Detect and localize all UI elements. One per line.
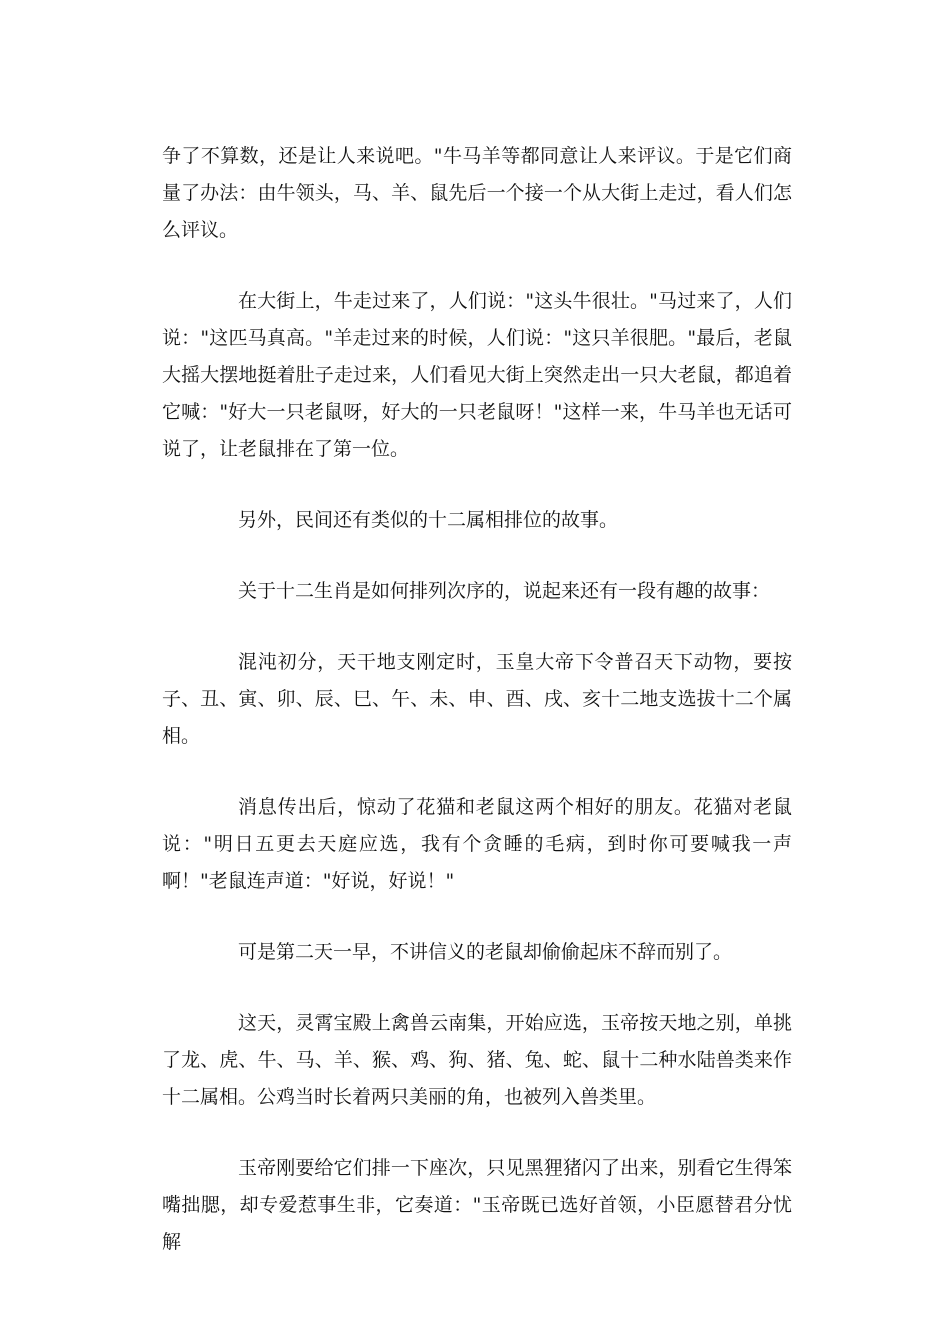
paragraph-3: 另外，民间还有类似的十二属相排位的故事。 bbox=[238, 509, 619, 531]
paragraph-7: 可是第二天一早，不讲信义的老鼠却偷偷起床不辞而别了。 bbox=[238, 941, 733, 963]
paragraph-9: 玉帝刚要给它们排一下座次，只见黑狸猪闪了出来，别看它生得笨嘴拙腮，却专爱惹事生非，它奏道："玉帝既已选好首领，小臣愿替君分忧解 bbox=[162, 1157, 792, 1253]
paragraph-6: 消息传出后，惊动了花猫和老鼠这两个相好的朋友。花猫对老鼠说："明日五更去天庭应选，我有个贪睡的毛病，到时你可要喊我一声啊！"老鼠连声道："好说，好说！" bbox=[162, 796, 792, 892]
paragraph-8: 这天，灵霄宝殿上禽兽云南集，开始应选，玉帝按天地之别，单挑了龙、虎、牛、马、羊、猴、鸡、狗、猪、兔、蛇、鼠十二种水陆兽类来作十二属相。公鸡当时长着两只美丽的角，也被列入兽类里。 bbox=[162, 1012, 792, 1108]
document-body bbox=[162, 138, 792, 1295]
paragraph-5: 混沌初分，天干地支刚定时，玉皇大帝下令普召天下动物，要按子、丑、寅、卯、辰、巳、午、未、申、酉、戌、亥十二地支选拔十二个属相。 bbox=[162, 651, 792, 747]
paragraph-4: 关于十二生肖是如何排列次序的，说起来还有一段有趣的故事： bbox=[238, 580, 771, 602]
paragraph-2: 在大街上，牛走过来了，人们说："这头牛很壮。"马过来了，人们说："这匹马真高。"羊走过来的时候，人们说："这只羊很肥。"最后，老鼠大摇大摆地挺着肚子走过来，人们看见大街上突然走出一只大老鼠，都追着它喊："好大一只老鼠呀，好大的一只老鼠呀！"这样一来，牛马羊也无话可说了，让老鼠排在了第一位。 bbox=[162, 290, 792, 460]
paragraph-1: 争了不算数，还是让人来说吧。"牛马羊等都同意让人来评议。于是它们商量了办法：由牛领头，马、羊、鼠先后一个接一个从大街上走过，看人们怎么评议。 bbox=[162, 145, 792, 241]
